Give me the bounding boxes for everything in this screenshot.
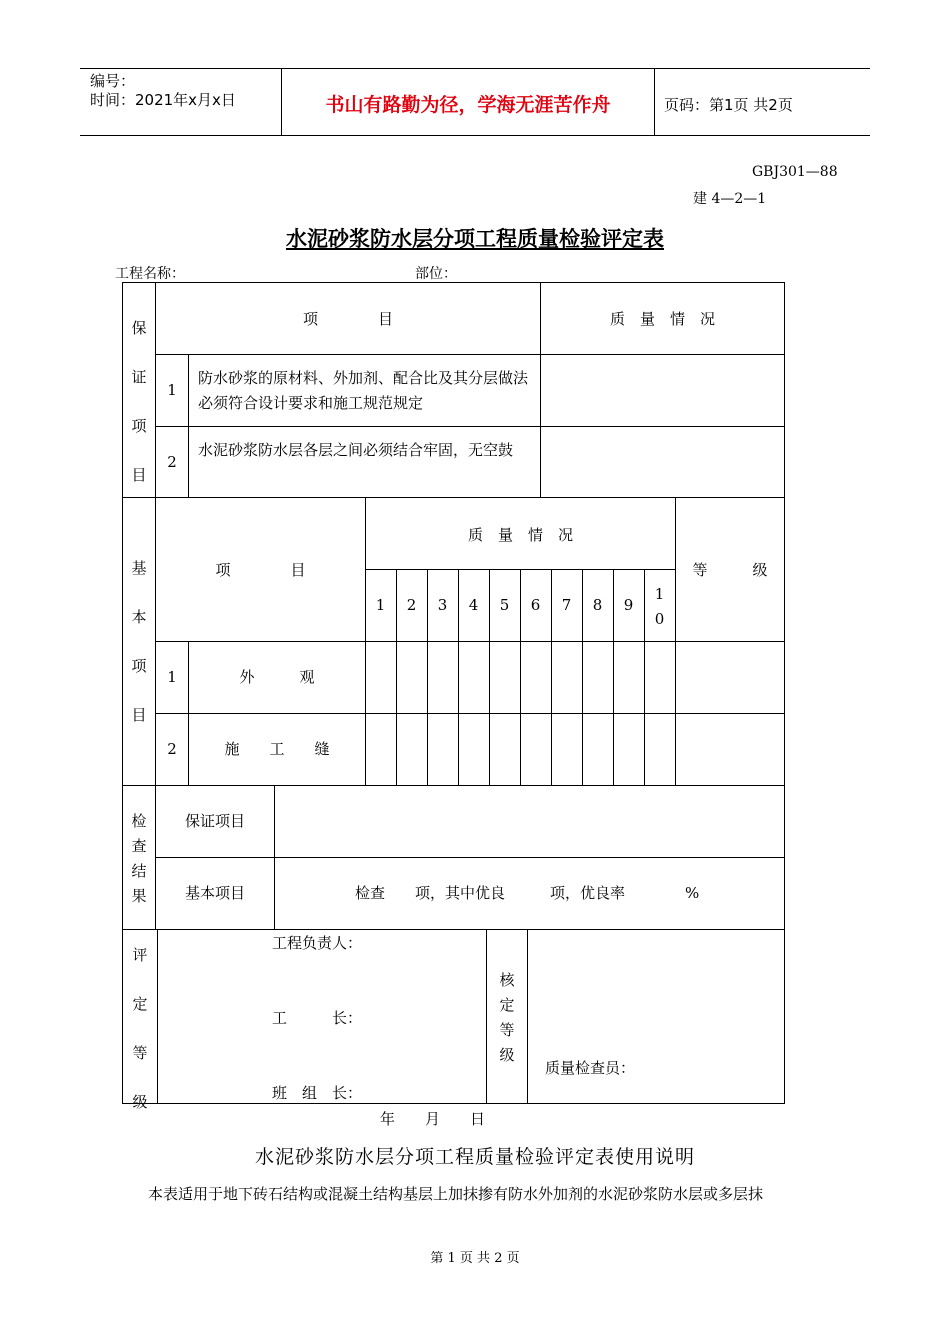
inspector-label: 质量检查员： [545, 1059, 636, 1077]
time-label: 时间：2021年x月x日 [90, 91, 236, 109]
quality-col-1: 1 [375, 596, 386, 614]
rule-b-row1 [155, 713, 785, 714]
location-label: 部位： [415, 266, 457, 282]
rule-g-row1 [155, 426, 785, 427]
guarantee-row1-no: 1 [167, 381, 177, 399]
g-number-divider [188, 354, 189, 498]
header-top-rule [80, 68, 870, 69]
project-name-label: 工程名称： [115, 266, 185, 282]
basic-row1-no: 1 [167, 668, 177, 686]
quality-col-8: 8 [592, 596, 603, 614]
header-divider-2 [654, 68, 655, 136]
header-motto: 书山有路勤为径，学海无涯苦作舟 [325, 94, 611, 116]
basic-row2-text: 施 工 缝 [224, 740, 330, 758]
table-border-right [784, 282, 785, 1104]
rule-guarantee-end [122, 497, 785, 498]
basic-row2-no: 2 [167, 740, 177, 758]
foreman-label: 工 长： [272, 1009, 363, 1027]
usage-paragraph: 本表适用于地下砖石结构或混凝土结构基层上加抹掺有防水外加剂的水泥砂浆防水层或多层抹 [148, 1185, 764, 1203]
team-leader-label: 班 组 长： [272, 1084, 363, 1102]
quality-col-7: 7 [561, 596, 572, 614]
basic-side-label: 基 本 项 目 [131, 559, 147, 724]
quality-col-10: 1 0 [654, 585, 665, 628]
page-number-footer: 第 1 页 共 2 页 [430, 1251, 520, 1266]
guarantee-row2-no: 2 [167, 453, 177, 471]
guarantee-side-label: 保 证 项 目 [131, 319, 147, 484]
header-page-info: 页码：第1页 共2页 [664, 96, 793, 114]
guarantee-row1-text: 防水砂浆的原材料、外加剂、配合比及其分层做法必须符合设计要求和施工规范规定 [198, 369, 529, 412]
basic-item-header: 项 目 [215, 561, 306, 579]
table-border-left [122, 282, 123, 1104]
basic-quality-header: 质 量 情 况 [467, 526, 573, 544]
basic-row1-text: 外 观 [239, 668, 315, 686]
date-line: 年 月 日 [380, 1110, 486, 1128]
result-guarantee-label: 保证项目 [184, 812, 245, 830]
rating-side-divider [157, 929, 158, 1104]
rating-verify-right [527, 929, 528, 1104]
page-title: 水泥砂浆防水层分项工程质量检验评定表 [286, 227, 664, 251]
result-label-divider [274, 785, 275, 929]
b-number-divider [188, 641, 189, 785]
result-side-label: 检 查 结 果 [131, 812, 147, 905]
result-basic-text: 检查 项，其中优良 项，优良率 % [355, 884, 700, 902]
result-basic-label: 基本项目 [184, 884, 245, 902]
rule-result-row [155, 857, 785, 858]
usage-title: 水泥砂浆防水层分项工程质量检验评定表使用说明 [254, 1146, 695, 1168]
evaluation-table [122, 282, 785, 1111]
standard-code: GBJ301—88 [752, 164, 838, 180]
quality-col-9: 9 [623, 596, 634, 614]
quality-col-3: 3 [437, 596, 448, 614]
verify-grade-label: 核 定 等 级 [499, 971, 515, 1064]
basic-grade-header: 等 级 [692, 561, 768, 579]
guarantee-row2-text: 水泥砂浆防水层各层之间必须结合牢固，无空鼓 [198, 441, 514, 459]
rule-b-header [155, 641, 785, 642]
quality-col-4: 4 [468, 596, 479, 614]
quality-col-2: 2 [406, 596, 417, 614]
header-bottom-rule [80, 135, 870, 136]
table-border-bottom [122, 1103, 785, 1104]
form-code: 建 4—2—1 [693, 191, 767, 207]
table-border-top [122, 282, 785, 283]
b-grade-start [675, 497, 676, 785]
rule-result-end [122, 929, 785, 930]
rule-g-header [155, 354, 785, 355]
rating-verify-left [486, 929, 487, 1104]
project-lead-label: 工程负责人： [272, 934, 363, 952]
guarantee-quality-header: 质 量 情 况 [609, 310, 715, 328]
quality-col-5: 5 [499, 596, 510, 614]
code-label: 编号： [90, 72, 136, 90]
rule-basic-end [122, 785, 785, 786]
quality-col-6: 6 [530, 596, 541, 614]
header-meta [90, 72, 236, 110]
rating-side-label: 评 定 等 级 [132, 946, 148, 1111]
guarantee-item-header: 项 目 [302, 310, 393, 328]
